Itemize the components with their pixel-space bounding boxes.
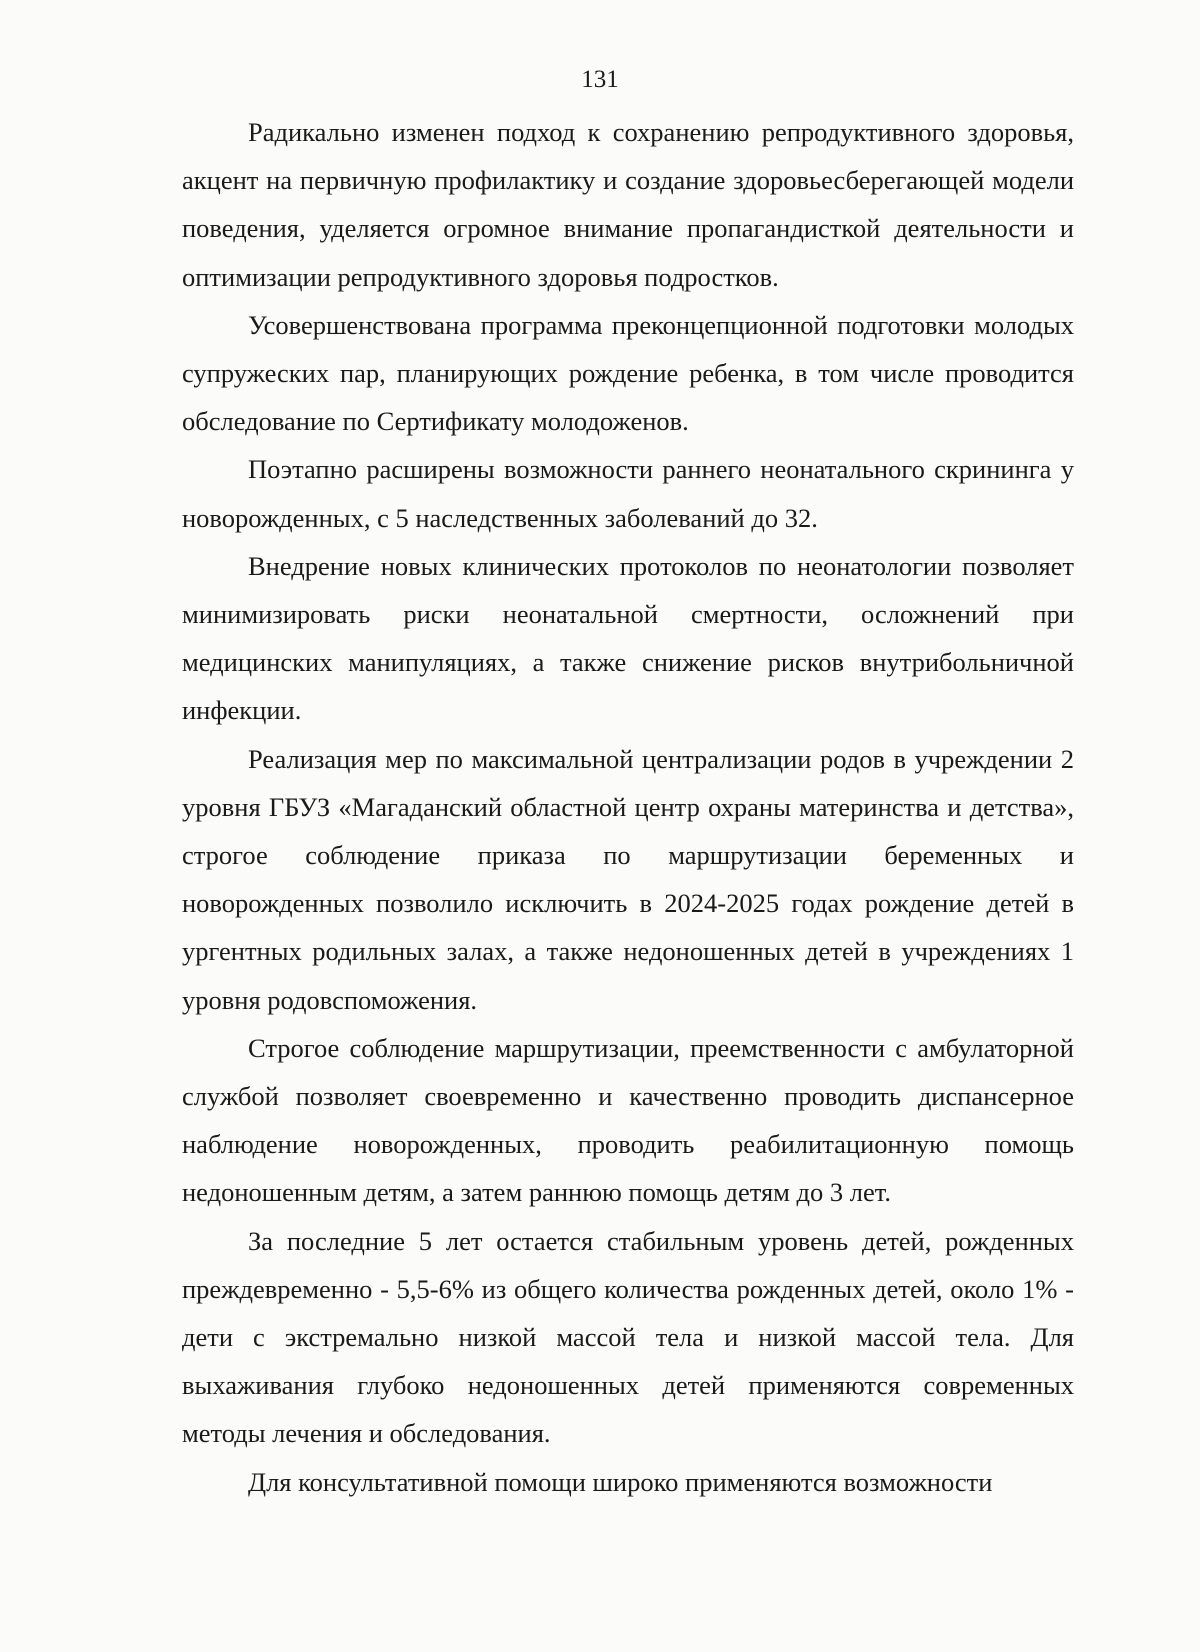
paragraph-preconception-program: Усовершенствована программа преконцепционной подготовки молодых супружеских пар, планирующих рождение ребенка, в том числе проводится обследование по Сертификату молодоженов. [182,309,1074,437]
paragraph-premature-births: За последние 5 лет остается стабильным уровень детей, рожденных преждевременно - 5,5-6% из общего количества рожденных детей, около 1% - дети с экстремально низкой массой тела и низкой массой тела. Для выхаживания глубоко недоношенных детей применяются современных методы лечения и обследования. [182,1225,1074,1449]
body-text [182,108,1074,1506]
paragraph-routing-and-followup: Строгое соблюдение маршрутизации, преемственности с амбулаторной службой позволяет своевременно и качественно проводить диспансерное наблюдение новорожденных, проводить реабилитационную помощь недоношенным детям, а затем раннюю помощь детям до 3 лет. [182,1032,1074,1208]
paragraph-neonatal-screening: Поэтапно расширены возможности раннего неонатального скрининга у новорожденных, с 5 наследственных заболеваний до 32. [182,454,1074,533]
paragraph-consultative-help: Для консультативной помощи широко применяются возможности [248,1466,993,1497]
paragraph-clinical-protocols: Внедрение новых клинических протоколов по неонатологии позволяет минимизировать риски неонатальной смертности, осложнений при медицинских манипуляциях, а также снижение рисков внутрибольничной инфекции. [182,550,1074,726]
paragraph-reproductive-health: Радикально изменен подход к сохранению репродуктивного здоровья, акцент на первичную профилактику и создание здоровьесберегающей модели поведения, уделяется огромное внимание пропагандисткой деятельности и оптимизации репродуктивного здоровья подростков. [182,117,1074,292]
page-number: 131 [581,66,619,93]
paragraph-centralization-of-births: Реализация мер по максимальной централизации родов в учреждении 2 уровня ГБУЗ «Магаданский областной центр охраны материнства и детства», строгое соблюдение приказа по маршрутизации беременных и новорожденных позволило исключить в 2024-2025 годах рождение детей в ургентных родильных залах, а также недоношенных детей в учреждениях 1 уровня родовспоможения. [182,743,1074,1015]
